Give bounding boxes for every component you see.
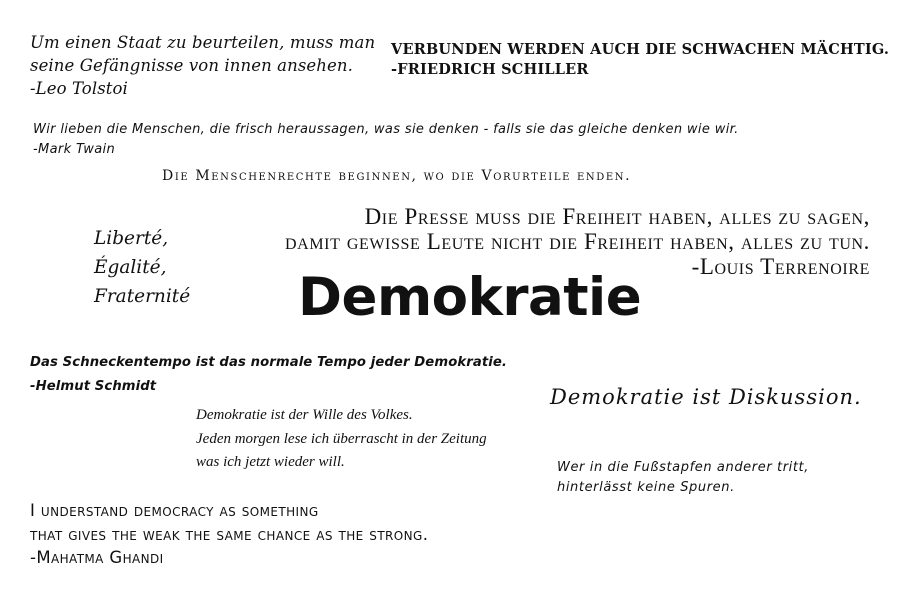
quote-line: Um einen Staat zu beurteilen, muss man — [30, 33, 376, 52]
quote-line: Fraternité — [94, 286, 191, 307]
quote-author: -FRIEDRICH SCHILLER — [391, 61, 589, 78]
quote-diskussion — [550, 385, 862, 410]
quote-line: Die Menschenrechte beginnen, wo die Vorurteile enden. — [162, 168, 632, 184]
quote-schmidt — [30, 351, 507, 399]
quote-line: that gives the weak the same chance as the strong. — [30, 524, 429, 544]
quote-line: Die Presse muss die Freiheit haben, alles zu sagen, — [364, 204, 870, 229]
quote-line: Wir lieben die Menschen, die frisch heraussagen, was sie denken - falls sie das gleiche denken wie wir. — [33, 122, 739, 137]
quote-author: -Mark Twain — [33, 142, 116, 157]
quote-line: Liberté, — [94, 228, 169, 249]
quote-wille-des-volkes — [196, 404, 487, 475]
quote-line: hinterlässt keine Spuren. — [557, 480, 735, 495]
quote-line: Demokratie ist der Wille des Volkes. — [196, 407, 413, 423]
quote-schiller — [391, 40, 889, 80]
quote-author: -Leo Tolstoi — [30, 79, 128, 98]
quote-line: damit gewisse Leute nicht die Freiheit haben, alles zu tun. — [285, 229, 870, 254]
quote-fussstapfen — [557, 458, 809, 498]
quote-line: I understand democracy as something — [30, 501, 319, 520]
quote-author: -Mahatma Ghandi — [30, 548, 164, 567]
quote-ghandi — [30, 499, 428, 570]
quote-line: seine Gefängnisse von innen ansehen. — [30, 56, 353, 75]
page-title: Demokratie — [298, 267, 642, 328]
quote-line: Égalité, — [94, 257, 167, 278]
quote-line: VERBUNDEN WERDEN AUCH DIE SCHWACHEN MÄCHTIG. — [391, 41, 890, 58]
quote-author: -Helmut Schmidt — [30, 379, 157, 394]
quote-line: Das Schneckentempo ist das normale Tempo jeder Demokratie. — [30, 355, 507, 370]
quote-line: was ich jetzt wieder will. — [196, 454, 345, 470]
quote-line: Wer in die Fußstapfen anderer tritt, — [557, 460, 809, 475]
quote-line: Jeden morgen lese ich überrascht in der Zeitung — [196, 430, 487, 447]
quote-twain — [33, 120, 739, 160]
quote-author: -Louis Terrenoire — [691, 254, 870, 279]
quote-line: Demokratie ist Diskussion. — [550, 385, 862, 409]
quote-liberte — [94, 224, 190, 311]
quote-tolstoi — [30, 31, 375, 100]
quote-menschenrechte — [162, 168, 631, 185]
